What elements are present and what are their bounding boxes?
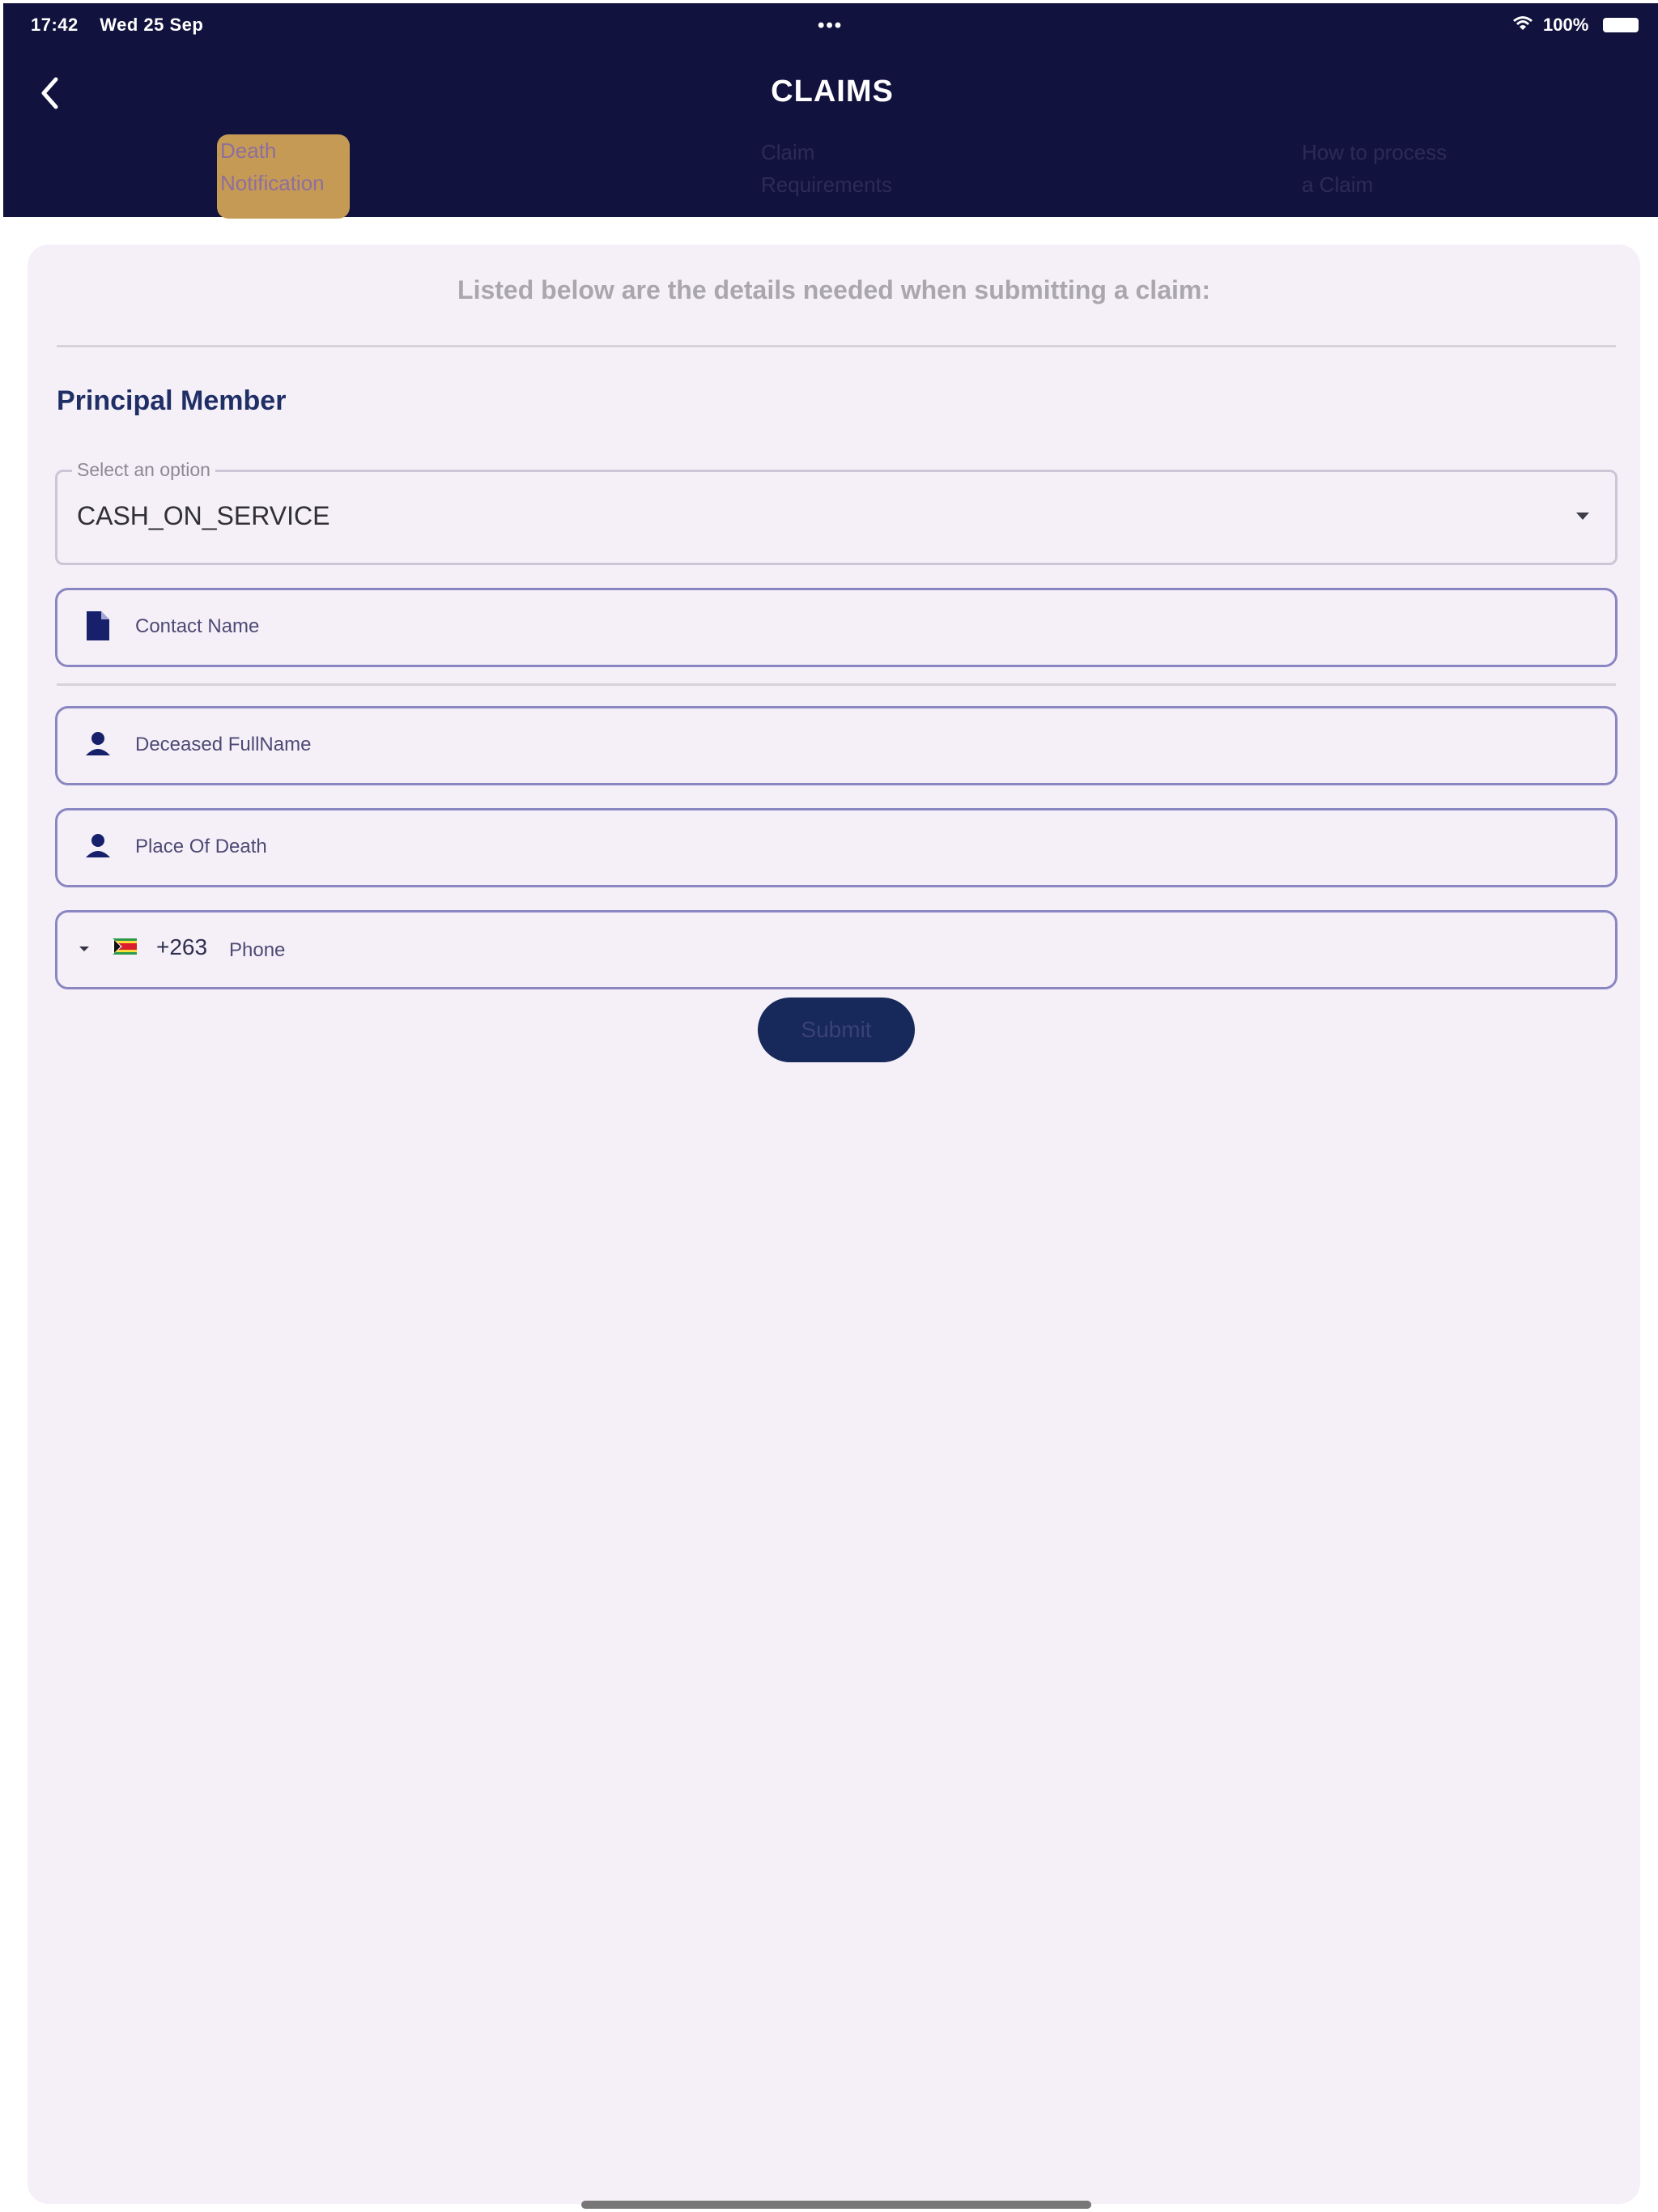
select-label: Select an option bbox=[72, 459, 215, 481]
contact-name-input[interactable] bbox=[55, 588, 1618, 667]
status-time: 17:42 bbox=[31, 15, 79, 35]
zimbabwe-flag-icon[interactable] bbox=[113, 938, 137, 955]
tab-how-to-process[interactable] bbox=[1302, 136, 1447, 220]
field-divider bbox=[57, 683, 1616, 686]
tab-label-line2: Requirements bbox=[761, 172, 892, 197]
chevron-left-icon bbox=[44, 79, 56, 107]
dropdown-arrow-icon bbox=[79, 946, 89, 951]
tab-label-line2: Notification bbox=[220, 171, 325, 195]
phone-placeholder: Phone bbox=[229, 939, 286, 961]
back-button[interactable] bbox=[36, 73, 68, 113]
section-title: Principal Member bbox=[57, 385, 287, 416]
dropdown-arrow-icon bbox=[1576, 513, 1589, 520]
claim-type-select[interactable] bbox=[55, 459, 1618, 565]
submit-button[interactable]: Submit bbox=[758, 998, 915, 1062]
app-header bbox=[3, 3, 1658, 217]
place-of-death-input[interactable] bbox=[55, 808, 1618, 887]
status-bar bbox=[3, 3, 1658, 49]
page-title: CLAIMS bbox=[771, 74, 894, 108]
select-value: CASH_ON_SERVICE bbox=[77, 501, 330, 530]
deceased-fullname-placeholder: Deceased FullName bbox=[135, 734, 312, 755]
document-icon bbox=[82, 610, 114, 642]
place-of-death-placeholder: Place Of Death bbox=[135, 836, 267, 857]
status-time-date bbox=[31, 15, 203, 36]
phone-input[interactable] bbox=[55, 910, 1618, 989]
wifi-icon bbox=[1512, 16, 1533, 32]
form-intro-text: Listed below are the details needed when submitting a claim: bbox=[457, 275, 1210, 304]
battery-icon bbox=[1603, 18, 1639, 32]
country-dropdown-button[interactable] bbox=[74, 938, 95, 959]
tab-label-line2: a Claim bbox=[1302, 172, 1374, 197]
deceased-fullname-input[interactable] bbox=[55, 706, 1618, 785]
contact-name-placeholder: Contact Name bbox=[135, 615, 260, 637]
tab-label-line1: How to process bbox=[1302, 140, 1448, 164]
tab-label-line1: Claim bbox=[761, 140, 815, 164]
battery-percent: 100% bbox=[1543, 15, 1589, 35]
tab-death-notification[interactable] bbox=[217, 134, 350, 219]
multitasking-dots[interactable]: ••• bbox=[818, 15, 844, 36]
intro-divider bbox=[57, 345, 1616, 347]
tab-label-line1: Death bbox=[220, 138, 277, 163]
status-date: Wed 25 Sep bbox=[100, 15, 204, 35]
person-icon bbox=[82, 728, 114, 760]
home-indicator[interactable] bbox=[581, 2201, 1091, 2209]
person-icon bbox=[82, 830, 114, 862]
country-code[interactable]: +263 bbox=[156, 934, 208, 959]
tab-claim-requirements[interactable] bbox=[761, 136, 892, 220]
